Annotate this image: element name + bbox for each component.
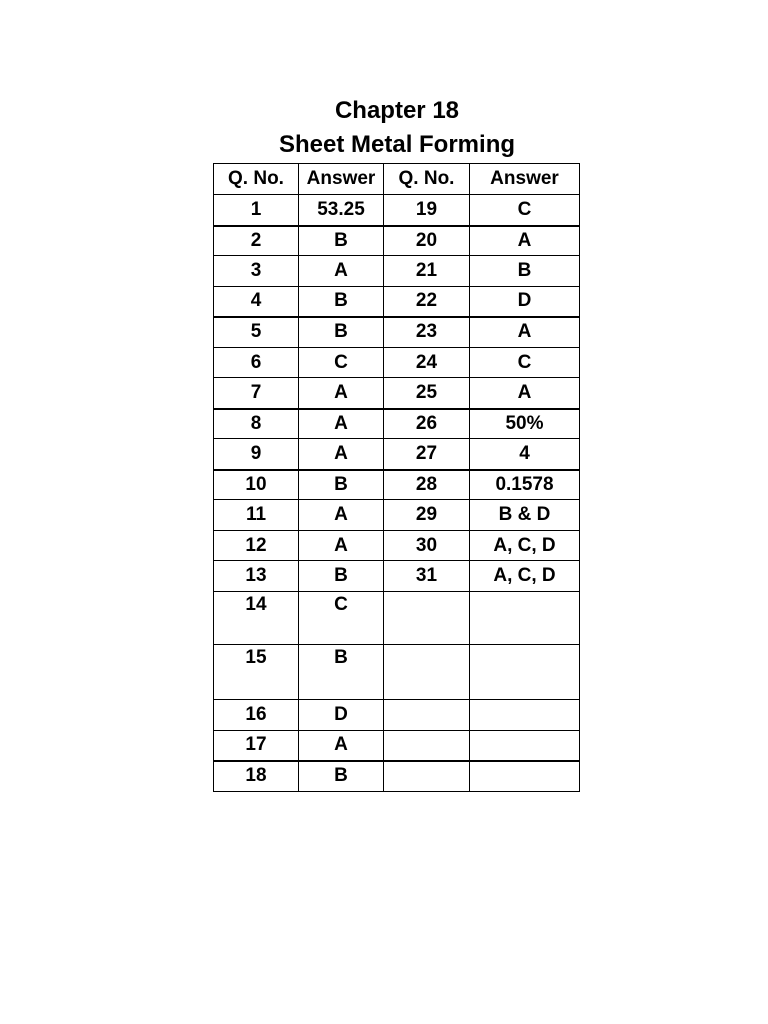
answer-left-cell: C xyxy=(299,348,384,378)
table-header-row xyxy=(214,164,580,195)
qno-left-cell: 15 xyxy=(214,645,299,700)
qno-right-cell: 31 xyxy=(384,561,470,592)
answer-left-cell: B xyxy=(299,761,384,792)
table-row xyxy=(214,317,580,348)
table-row xyxy=(214,195,580,226)
answer-left-cell: B xyxy=(299,645,384,700)
table-row xyxy=(214,500,580,531)
table-row xyxy=(214,761,580,792)
answer-right-cell: B xyxy=(470,256,580,287)
qno-right-cell: 27 xyxy=(384,439,470,470)
table-row xyxy=(214,731,580,761)
answer-right-cell: A, C, D xyxy=(470,531,580,561)
answer-right-cell: 4 xyxy=(470,439,580,470)
answer-right-cell xyxy=(470,592,580,645)
qno-right-cell: 24 xyxy=(384,348,470,378)
qno-left-cell: 3 xyxy=(214,256,299,287)
qno-right-cell xyxy=(384,645,470,700)
qno-left-cell: 8 xyxy=(214,409,299,439)
answer-left-cell: B xyxy=(299,317,384,348)
answer-right-cell: 0.1578 xyxy=(470,470,580,500)
qno-right-cell: 30 xyxy=(384,531,470,561)
answer-left-cell: D xyxy=(299,700,384,731)
answer-left-cell: B xyxy=(299,470,384,500)
table-body xyxy=(214,195,580,792)
qno-right-cell xyxy=(384,592,470,645)
qno-left-cell: 2 xyxy=(214,226,299,256)
qno-left-cell: 7 xyxy=(214,378,299,409)
answer-right-cell xyxy=(470,700,580,731)
table-row xyxy=(214,592,580,645)
answer-table xyxy=(213,163,580,792)
answer-right-cell: A xyxy=(470,317,580,348)
qno-right-cell: 20 xyxy=(384,226,470,256)
qno-left-cell: 18 xyxy=(214,761,299,792)
qno-left-cell: 13 xyxy=(214,561,299,592)
qno-right-cell: 25 xyxy=(384,378,470,409)
answer-left-cell: A xyxy=(299,531,384,561)
qno-right-cell xyxy=(384,761,470,792)
qno-right-cell xyxy=(384,700,470,731)
answer-right-cell: C xyxy=(470,195,580,226)
answer-right-cell xyxy=(470,731,580,761)
qno-left-cell: 4 xyxy=(214,287,299,317)
qno-left-cell: 16 xyxy=(214,700,299,731)
qno-left-cell: 9 xyxy=(214,439,299,470)
qno-left-cell: 11 xyxy=(214,500,299,531)
answer-left-cell: A xyxy=(299,256,384,287)
answer-right-cell: A xyxy=(470,378,580,409)
chapter-title: Chapter 18 xyxy=(334,97,460,124)
table-row xyxy=(214,561,580,592)
qno-right-cell: 26 xyxy=(384,409,470,439)
answer-left-cell: A xyxy=(299,378,384,409)
answer-left-cell: B xyxy=(299,287,384,317)
qno-left-cell: 5 xyxy=(214,317,299,348)
table-row xyxy=(214,700,580,731)
answer-left-cell: 53.25 xyxy=(299,195,384,226)
answer-left-cell: A xyxy=(299,731,384,761)
qno-right-cell: 22 xyxy=(384,287,470,317)
table-row xyxy=(214,256,580,287)
qno-left-cell: 10 xyxy=(214,470,299,500)
answer-left-cell: C xyxy=(299,592,384,645)
qno-right-cell: 23 xyxy=(384,317,470,348)
answer-right-cell: D xyxy=(470,287,580,317)
header-qno-left: Q. No. xyxy=(214,164,299,195)
table-row xyxy=(214,348,580,378)
chapter-subtitle: Sheet Metal Forming xyxy=(278,131,516,158)
qno-left-cell: 6 xyxy=(214,348,299,378)
answer-right-cell xyxy=(470,645,580,700)
qno-right-cell: 19 xyxy=(384,195,470,226)
qno-right-cell: 21 xyxy=(384,256,470,287)
answer-left-cell: A xyxy=(299,439,384,470)
qno-left-cell: 14 xyxy=(214,592,299,645)
answer-right-cell: A, C, D xyxy=(470,561,580,592)
table-row xyxy=(214,531,580,561)
qno-right-cell: 28 xyxy=(384,470,470,500)
answer-left-cell: A xyxy=(299,409,384,439)
answer-right-cell: C xyxy=(470,348,580,378)
answer-right-cell: 50% xyxy=(470,409,580,439)
header-answer-left: Answer xyxy=(299,164,384,195)
answer-left-cell: B xyxy=(299,561,384,592)
answer-left-cell: B xyxy=(299,226,384,256)
table-row xyxy=(214,645,580,700)
header-answer-right: Answer xyxy=(470,164,580,195)
table-row xyxy=(214,439,580,470)
answer-right-cell xyxy=(470,761,580,792)
table-row xyxy=(214,287,580,317)
answer-right-cell: B & D xyxy=(470,500,580,531)
qno-right-cell xyxy=(384,731,470,761)
table-row xyxy=(214,409,580,439)
qno-left-cell: 17 xyxy=(214,731,299,761)
table-row xyxy=(214,470,580,500)
table-row xyxy=(214,378,580,409)
qno-right-cell: 29 xyxy=(384,500,470,531)
table-row xyxy=(214,226,580,256)
answer-left-cell: A xyxy=(299,500,384,531)
answer-right-cell: A xyxy=(470,226,580,256)
header-qno-right: Q. No. xyxy=(384,164,470,195)
qno-left-cell: 1 xyxy=(214,195,299,226)
qno-left-cell: 12 xyxy=(214,531,299,561)
